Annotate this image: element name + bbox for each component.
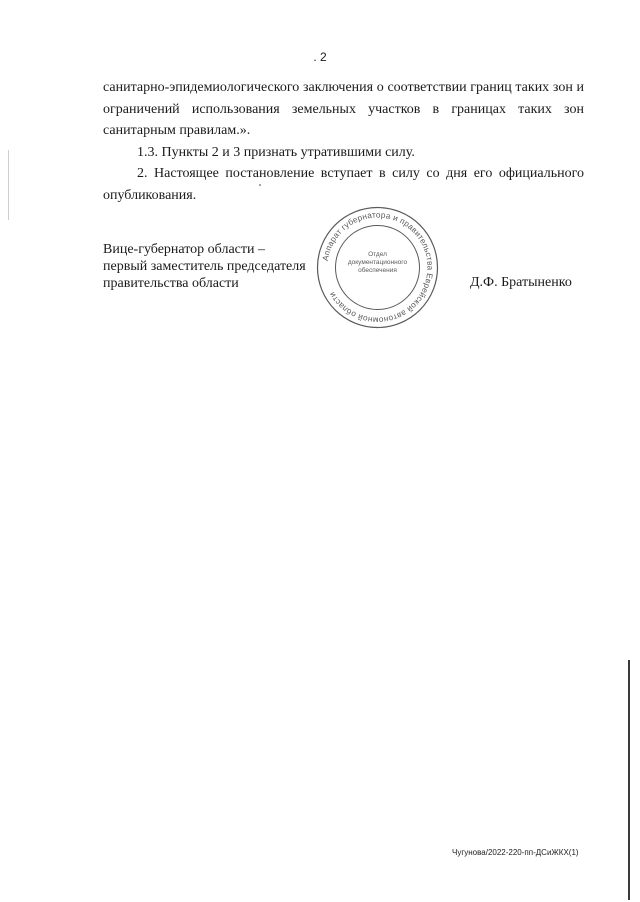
signer-position-line-1: Вице-губернатор области – xyxy=(103,242,265,257)
signer-position-line-2: первый заместитель председателя xyxy=(103,259,306,274)
scan-speck xyxy=(259,184,261,186)
seal-ring-text: Аппарат губернатора и правительства Еврейской автономной области xyxy=(320,210,435,325)
scan-edge-mark-right xyxy=(628,660,630,900)
signer-position xyxy=(103,241,306,292)
signer-position-line-3: правительства области xyxy=(103,276,239,291)
paragraph-item-1-3: 1.3. Пункты 2 и 3 признать утратившими силу. xyxy=(137,144,415,160)
seal-center-text: Отдел документационного обеспечения xyxy=(347,251,408,274)
official-seal-stamp xyxy=(315,205,440,330)
signer-name: Д.Ф. Братыненко xyxy=(470,275,572,290)
paragraph-continuation: санитарно-эпидемиологического заключения о соответствии границ таких зон и ограничений использования земельных участков в границах таких зон санитарным правилам.». xyxy=(103,80,584,138)
paragraph-item-2: 2. Настоящее постановление вступает в силу со дня его официального опубликования. xyxy=(103,166,584,203)
page-number: . 2 xyxy=(313,50,327,64)
scan-edge-mark-left xyxy=(8,150,9,220)
document-body xyxy=(103,77,584,206)
document-reference: Чугунова/2022-220-пп-ДСиЖКХ(1) xyxy=(452,848,579,857)
